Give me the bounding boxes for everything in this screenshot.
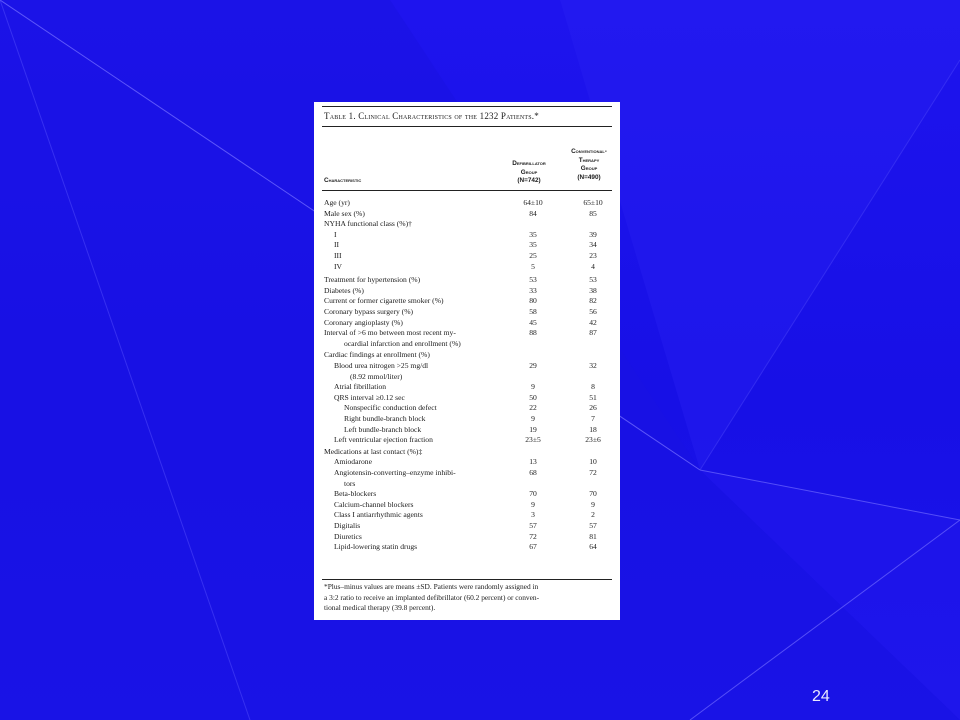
- conventional-value: 7: [591, 414, 595, 423]
- conventional-value: 42: [589, 317, 597, 327]
- conventional-value: 39: [589, 229, 597, 239]
- table-row: [324, 520, 616, 531]
- table-row: [324, 197, 616, 208]
- table-row: [324, 317, 616, 328]
- row-label: III: [334, 251, 342, 260]
- row-label: QRS interval ≥0.12 sec: [334, 392, 405, 402]
- table-row: [324, 402, 616, 413]
- defibrillator-value: 57: [529, 521, 537, 530]
- conventional-value: 2: [591, 510, 595, 520]
- defibrillator-value: 70: [529, 489, 537, 499]
- row-label: Calcium-channel blockers: [334, 499, 414, 509]
- row-label: (8.92 mmol/liter): [350, 371, 403, 381]
- conventional-value: 85: [589, 208, 597, 218]
- table-row: [324, 229, 616, 240]
- table-row: [324, 392, 616, 403]
- header-conventional-therapy-group: Conventional- Therapy Group (N=490): [571, 148, 607, 181]
- conventional-value: 70: [589, 489, 597, 499]
- bottom-rule: [322, 579, 612, 580]
- table-row: [324, 285, 616, 296]
- row-label: Digitalis: [334, 521, 361, 530]
- defibrillator-value: 5: [531, 261, 535, 271]
- row-label: II: [334, 240, 340, 250]
- row-label: Angiotensin-converting–enzyme inhibi-: [334, 468, 456, 477]
- conventional-value: 87: [589, 328, 597, 338]
- table-row: [324, 349, 616, 360]
- table-row: [324, 295, 616, 306]
- defibrillator-value: 53: [529, 275, 537, 285]
- defibrillator-value: 19: [529, 424, 537, 434]
- defibrillator-value: 29: [529, 361, 537, 370]
- row-label: Current or former cigarette smoker (%): [324, 296, 444, 306]
- table-row: [324, 434, 616, 445]
- table-row: [324, 509, 616, 520]
- table-row: [324, 261, 616, 272]
- conventional-value: 72: [589, 468, 597, 477]
- table-row: [324, 338, 616, 349]
- table-row: [324, 478, 616, 489]
- conventional-value: 23±6: [585, 435, 601, 445]
- defibrillator-value: 88: [529, 328, 537, 338]
- top-rule: [322, 106, 612, 107]
- conventional-value: 56: [589, 307, 597, 316]
- defibrillator-value: 45: [529, 317, 537, 327]
- conventional-value: 9: [591, 499, 595, 509]
- table-row: [324, 371, 616, 382]
- row-label: Lipid-lowering statin drugs: [334, 542, 418, 552]
- defibrillator-value: 80: [529, 296, 537, 306]
- row-label: Atrial fibrillation: [334, 382, 387, 392]
- defibrillator-value: 64±10: [523, 198, 543, 207]
- table-row: [324, 239, 616, 250]
- conventional-value: 8: [591, 382, 595, 392]
- table-row: [324, 541, 616, 552]
- slide-number: 24: [812, 688, 830, 705]
- table-row: [324, 274, 616, 285]
- conventional-value: 23: [589, 251, 597, 260]
- conventional-value: 4: [591, 261, 595, 271]
- row-label: ocardial infarction and enrollment (%): [344, 338, 461, 348]
- header-defibrillator-group: Defibrillator Group (N=742): [512, 160, 546, 185]
- defibrillator-value: 84: [529, 208, 537, 218]
- conventional-value: 34: [589, 240, 597, 250]
- row-label: Blood urea nitrogen >25 mg/dl: [334, 361, 429, 370]
- row-label: Diabetes (%): [324, 285, 364, 295]
- table-row: [324, 488, 616, 499]
- table-footnote: *Plus–minus values are means ±SD. Patients were randomly assigned in a 3:2 ratio to receive an implanted defibrillator (60.2 percent) or conven- tional medical therapy (39.8 percent).: [324, 582, 540, 612]
- defibrillator-value: 23±5: [525, 435, 541, 445]
- row-label: Right bundle-branch block: [344, 414, 426, 423]
- table-row: [324, 531, 616, 542]
- row-label: Interval of >6 mo between most recent my-: [324, 328, 456, 338]
- conventional-value: 51: [589, 392, 597, 402]
- conventional-value: 38: [589, 285, 597, 295]
- table-row: [324, 446, 616, 457]
- conventional-value: 65±10: [583, 198, 603, 207]
- table-row: [324, 327, 616, 338]
- defibrillator-value: 67: [529, 542, 537, 552]
- defibrillator-value: 58: [529, 307, 537, 316]
- header-rule: [322, 190, 612, 191]
- row-label: I: [334, 229, 337, 239]
- conventional-value: 82: [589, 296, 597, 306]
- table-row: [324, 424, 616, 435]
- conventional-value: 57: [589, 521, 597, 530]
- row-label: Male sex (%): [324, 208, 365, 218]
- row-label: Diuretics: [334, 531, 362, 541]
- defibrillator-value: 25: [529, 251, 537, 260]
- row-label: NYHA functional class (%)†: [324, 219, 412, 229]
- row-label: Left bundle-branch block: [344, 424, 422, 434]
- row-label: Treatment for hypertension (%): [324, 275, 421, 285]
- conventional-value: 18: [589, 424, 597, 434]
- conventional-value: 32: [589, 361, 597, 370]
- row-label: Nonspecific conduction defect: [344, 403, 437, 413]
- defibrillator-value: 68: [529, 468, 537, 477]
- table-row: [324, 456, 616, 467]
- defibrillator-value: 72: [529, 531, 537, 541]
- table-row: [324, 218, 616, 229]
- table-row: [324, 306, 616, 317]
- row-label: Class I antiarrhythmic agents: [334, 510, 423, 520]
- conventional-value: 81: [589, 531, 597, 541]
- defibrillator-value: 13: [529, 457, 537, 467]
- row-label: tors: [344, 478, 356, 488]
- defibrillator-value: 33: [529, 285, 537, 295]
- table-row: [324, 208, 616, 219]
- defibrillator-value: 9: [531, 414, 535, 423]
- title-rule: [322, 126, 612, 127]
- defibrillator-value: 9: [531, 382, 535, 392]
- row-label: Coronary angioplasty (%): [324, 317, 403, 327]
- header-characteristic: Characteristic: [324, 177, 362, 184]
- row-label: Left ventricular ejection fraction: [334, 435, 433, 445]
- table-row: [324, 499, 616, 510]
- row-label: Age (yr): [324, 198, 350, 207]
- table-title: Table 1. Clinical Characteristics of the 1232 Patients.*: [324, 111, 539, 121]
- conventional-value: 26: [589, 403, 597, 413]
- row-label: Beta-blockers: [334, 489, 377, 499]
- conventional-value: 64: [589, 542, 597, 552]
- row-label: IV: [334, 261, 343, 271]
- defibrillator-value: 9: [531, 499, 535, 509]
- row-label: Amiodarone: [334, 457, 372, 467]
- conventional-value: 10: [589, 457, 597, 467]
- clinical-characteristics-table-image: [314, 102, 620, 620]
- table-row: [324, 413, 616, 424]
- defibrillator-value: 35: [529, 240, 537, 250]
- table-row: [324, 250, 616, 261]
- defibrillator-value: 35: [529, 229, 537, 239]
- table-row: [324, 360, 616, 371]
- table-row: [324, 381, 616, 392]
- row-label: Medications at last contact (%)‡: [324, 446, 423, 456]
- row-label: Coronary bypass surgery (%): [324, 307, 414, 316]
- row-label: Cardiac findings at enrollment (%): [324, 350, 430, 360]
- table-row: [324, 467, 616, 478]
- conventional-value: 53: [589, 275, 597, 285]
- defibrillator-value: 22: [529, 403, 537, 413]
- defibrillator-value: 3: [531, 510, 535, 520]
- defibrillator-value: 50: [529, 392, 537, 402]
